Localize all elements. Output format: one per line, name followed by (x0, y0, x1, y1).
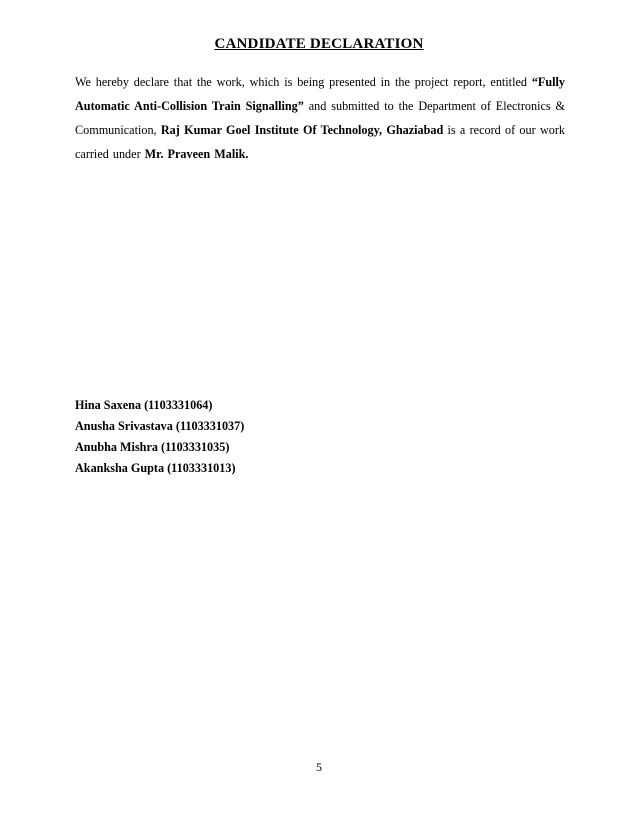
signatory-list (75, 395, 475, 479)
declaration-paragraph (75, 70, 565, 166)
supervisor-name: Mr. Praveen Malik. (144, 147, 249, 161)
signatory-name: Anubha Mishra (1103331035) (75, 440, 230, 454)
project-title: “Fully Automatic Anti-Collision Train Signalling” (75, 75, 565, 113)
signatory-name: Akanksha Gupta (1103331013) (75, 461, 236, 475)
declaration-text-3: is a record of our work carried under (75, 123, 565, 161)
institute-name: Raj Kumar Goel Institute Of Technology, Ghaziabad (160, 123, 444, 137)
page-title: CANDIDATE DECLARATION (214, 36, 424, 52)
declaration-text-1: We hereby declare that the work, which is being presented in the project report, entitled (75, 75, 532, 89)
declaration-text-2: and submitted to the Department of Electronics & Communication, (75, 99, 565, 137)
signatory-name: Hina Saxena (1103331064) (75, 398, 213, 412)
page-number: 5 (316, 760, 322, 774)
signatory-name: Anusha Srivastava (1103331037) (75, 419, 245, 433)
